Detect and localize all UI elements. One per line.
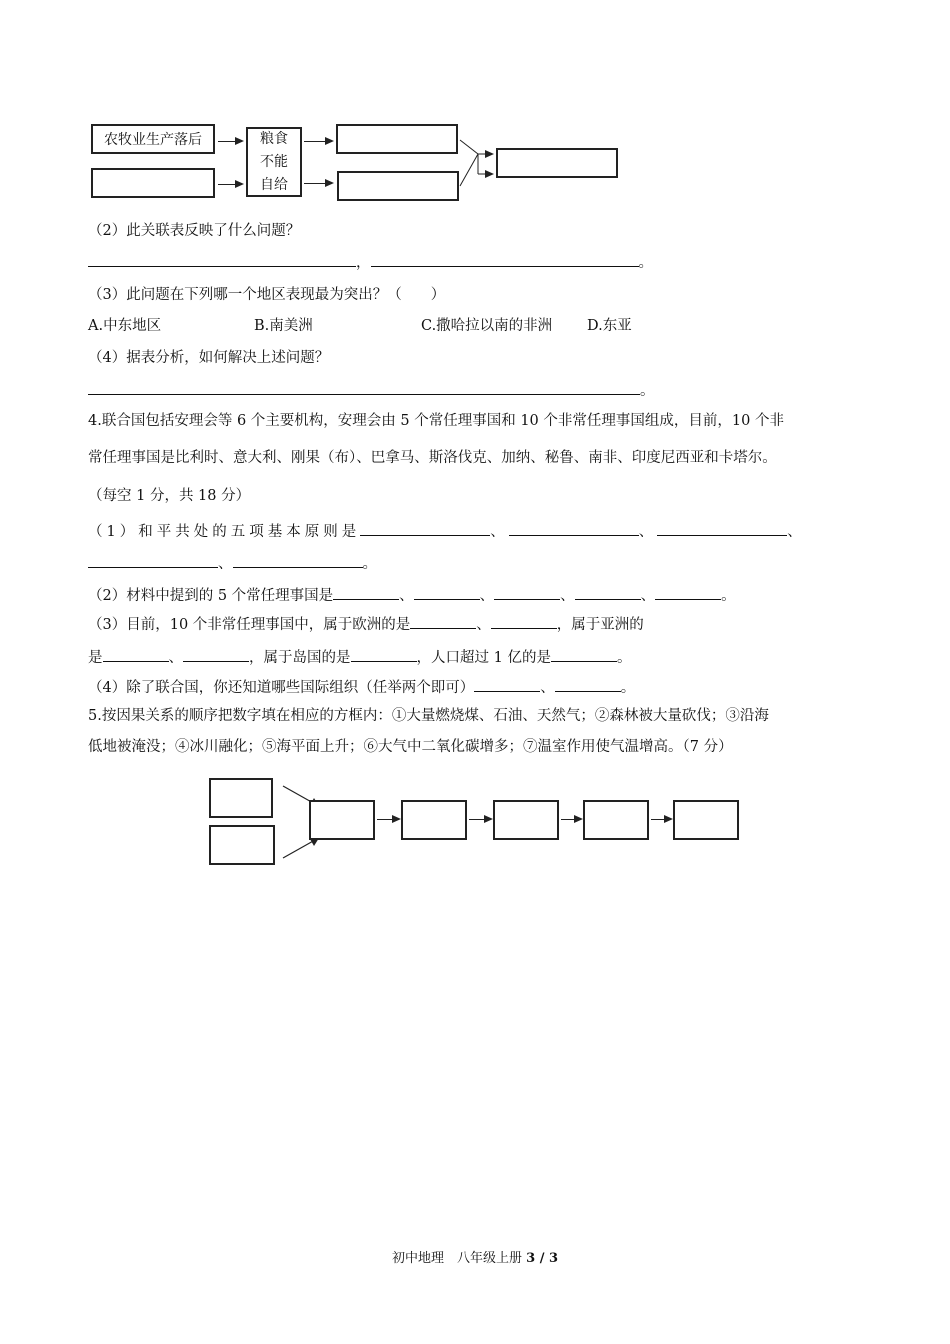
options-3-3 <box>88 316 632 336</box>
question-4-intro-line-1 <box>88 411 784 431</box>
diagram-blank-box[interactable] <box>309 800 375 840</box>
diagram-blank-box[interactable] <box>337 171 459 201</box>
answer-blank[interactable] <box>351 647 417 662</box>
answer-blank[interactable] <box>410 614 476 629</box>
answer-blank[interactable] <box>103 647 169 662</box>
question-3-3 <box>88 285 445 305</box>
arrow <box>218 184 242 185</box>
separator: 、 <box>638 524 658 540</box>
answer-blank[interactable] <box>88 252 356 267</box>
cause-effect-diagram-2 <box>205 772 745 872</box>
question-4-4 <box>88 677 635 698</box>
separator: 、 <box>787 524 806 540</box>
answer-blank[interactable] <box>494 585 560 600</box>
answer-blank[interactable] <box>474 677 540 692</box>
footer-text: 初中地理 八年级上册 <box>391 1251 527 1266</box>
diagram-box-label: 农牧业生产落后 <box>104 132 202 148</box>
period: 。 <box>616 650 632 666</box>
question-text: 低地被淹没；④冰川融化；⑤海平面上升；⑥大气中二氧化碳增多；⑦温室作用使气温增高。（7 分） <box>88 739 733 755</box>
diagram-blank-box[interactable] <box>673 800 739 840</box>
answer-blank[interactable] <box>509 521 639 536</box>
arrow <box>218 141 242 142</box>
option-c[interactable]: C.撒哈拉以南的非洲 <box>421 318 553 334</box>
question-text: （2）此关联表反映了什么问题？ <box>88 223 301 239</box>
period: 。 <box>638 255 653 271</box>
question-text: ，属于岛国的是 <box>249 650 351 666</box>
question-text: （3）目前，10 个非常任理事国中，属于欧洲的是 <box>88 617 411 633</box>
question-3-4 <box>88 348 329 368</box>
diagram-blank-box[interactable] <box>91 168 215 198</box>
diagram-blank-box[interactable] <box>583 800 649 840</box>
separator: 、 <box>640 588 656 604</box>
answer-blank[interactable] <box>233 553 363 568</box>
diagram-box-start <box>91 124 215 154</box>
answer-blank[interactable] <box>183 647 249 662</box>
period: 。 <box>362 556 377 572</box>
question-4-3-cont <box>88 647 631 668</box>
diagram-blank-box[interactable] <box>493 800 559 840</box>
question-text: （1）和平共处的五项基本原则是 <box>88 524 361 540</box>
separator: 、 <box>399 588 414 604</box>
question-text: 常任理事国是比利时、意大利、刚果（布）、巴拿马、斯洛伐克、加纳、秘鲁、南非、印度尼西亚和卡塔尔。 <box>88 450 777 466</box>
question-text: ，属于亚洲的 <box>556 617 644 633</box>
answer-blank[interactable] <box>333 585 399 600</box>
answer-line-3-4 <box>88 380 655 401</box>
answer-blank[interactable] <box>551 647 617 662</box>
diagram-blank-box[interactable] <box>496 148 618 178</box>
question-5-line-2 <box>88 737 733 757</box>
page-number: 3 / 3 <box>526 1251 559 1266</box>
page-footer <box>0 1247 950 1266</box>
score-note: （每空 1 分，共 18 分） <box>88 488 251 504</box>
answer-blank[interactable] <box>371 252 639 267</box>
arrow <box>377 819 399 820</box>
question-text: 4.联合国包括安理会等 6 个主要机构，安理会由 5 个常任理事国和 10 个非常任理事国组成，目前，10 个非 <box>88 413 784 429</box>
arrow <box>304 141 332 142</box>
question-text: （4）据表分析，如何解决上述问题？ <box>88 350 330 366</box>
answer-blank[interactable] <box>88 553 218 568</box>
merge-connector <box>458 138 494 190</box>
option-d[interactable]: D.东亚 <box>587 318 632 334</box>
question-text: （3）此问题在下列哪一个地区表现最为突出？（ ） <box>88 287 446 303</box>
answer-blank[interactable] <box>88 380 640 395</box>
answer-blank[interactable] <box>360 521 490 536</box>
diagram-box-label: 粮食不能自给 <box>260 130 288 193</box>
question-4-1-cont <box>88 553 377 574</box>
answer-blank[interactable] <box>575 585 641 600</box>
option-a[interactable]: A.中东地区 <box>88 318 162 334</box>
question-4-3 <box>88 614 644 635</box>
question-text: （4）除了联合国，你还知道哪些国际组织（任举两个即可） <box>88 680 475 696</box>
arrow <box>561 819 581 820</box>
question-text: 是 <box>88 650 103 666</box>
question-4-1 <box>88 521 806 542</box>
question-5-line-1 <box>88 706 769 726</box>
question-text: 5.按因果关系的顺序把数字填在相应的方框内：①大量燃烧煤、石油、天然气；②森林被大量砍伐；③沿海 <box>88 708 769 724</box>
period: 。 <box>640 383 655 399</box>
cause-effect-diagram-1 <box>88 122 628 204</box>
diagram-blank-box[interactable] <box>401 800 467 840</box>
separator: 、 <box>476 617 491 633</box>
separator: 、 <box>560 588 575 604</box>
separator: 、 <box>168 650 183 666</box>
arrow <box>304 183 332 184</box>
separator: ， <box>356 255 371 271</box>
diagram-blank-box[interactable] <box>336 124 458 154</box>
period: 。 <box>721 588 736 604</box>
answer-blank[interactable] <box>491 614 557 629</box>
option-b[interactable]: B.南美洲 <box>254 318 313 334</box>
answer-blank[interactable] <box>657 521 787 536</box>
question-4-intro-line-2 <box>88 448 777 468</box>
period: 。 <box>620 680 636 696</box>
diagram-blank-box[interactable] <box>209 778 273 818</box>
answer-line-3-2 <box>88 252 653 273</box>
answer-blank[interactable] <box>655 585 721 600</box>
separator: 、 <box>479 588 495 604</box>
arrow <box>651 819 671 820</box>
diagram-box-middle <box>246 127 302 197</box>
answer-blank[interactable] <box>555 677 621 692</box>
separator: 、 <box>540 680 555 696</box>
answer-blank[interactable] <box>414 585 480 600</box>
diagram-blank-box[interactable] <box>209 825 275 865</box>
question-text: （2）材料中提到的 5 个常任理事国是 <box>88 588 334 604</box>
separator: 、 <box>490 524 509 540</box>
question-4-score <box>88 486 250 506</box>
question-3-2 <box>88 221 300 241</box>
separator: 、 <box>218 556 233 572</box>
question-4-2 <box>88 585 736 606</box>
arrow <box>469 819 491 820</box>
question-text: ，人口超过 1 亿的是 <box>416 650 551 666</box>
